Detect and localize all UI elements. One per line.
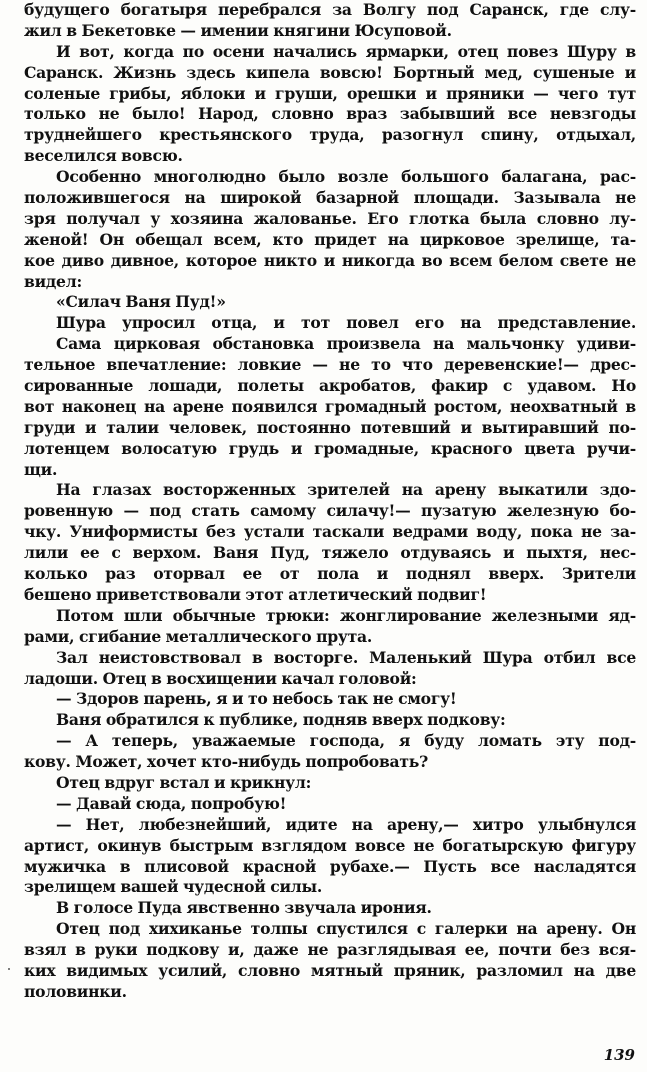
text-line: — Давай сюда, попробую! xyxy=(56,793,287,813)
text-line: вот наконец на арене появился громадный ростом, неохватный в xyxy=(24,396,636,416)
text-line: зрелищем вашей чудесной силы. xyxy=(24,877,323,897)
text-line: половинки. xyxy=(24,981,127,1001)
text-line: Зал неистовствовал в восторге. Маленький Шура отбил все xyxy=(56,647,636,667)
text-line: «Силач Ваня Пуд!» xyxy=(56,292,226,312)
text-line: груди и талии человек, постоянно потевший и вытиравший по- xyxy=(24,417,636,437)
text-line: жил в Бекетовке — имении княгини Юсуповой. xyxy=(24,20,452,40)
text-line: лили ее с верхом. Ваня Пуд, тяжело отдуваясь и пыхтя, нес- xyxy=(24,543,636,563)
page-number: 139 xyxy=(603,1046,635,1064)
page-text xyxy=(24,0,636,1003)
text-line: Отец вдруг встал и крикнул: xyxy=(56,772,312,792)
text-line: женой! Он обещал всем, кто придет на цирковое зрелище, та- xyxy=(24,229,636,249)
text-line: соленые грибы, яблоки и груши, орешки и пряники — чего тут xyxy=(24,83,636,103)
text-line: положившегося на широкой базарной площади. Зазывала не xyxy=(24,188,636,208)
text-line: — Нет, любезнейший, идите на арену,— хитро улыбнулся xyxy=(56,814,636,834)
text-line: — Здоров парень, я и то небось так не смогу! xyxy=(56,689,457,709)
text-line: кову. Может, хочет кто-нибудь попробовать? xyxy=(24,752,429,772)
text-line: Сама цирковая обстановка произвела на мальчонку удиви- xyxy=(56,334,636,354)
text-line: ладоши. Отец в восхищении качал головой: xyxy=(24,668,417,688)
text-line: чку. Униформисты без устали таскали ведрами воду, пока не за- xyxy=(24,522,636,542)
print-speck xyxy=(8,968,10,970)
text-line: В голосе Пуда явственно звучала ирония. xyxy=(56,898,432,918)
text-line: труднейшего крестьянского труда, разогнул спину, отдыхал, xyxy=(24,125,636,145)
text-line: щи. xyxy=(24,459,58,479)
text-line: И вот, когда по осени начались ярмарки, отец повез Шуру в xyxy=(56,41,636,61)
text-line: Особенно многолюдно было возле большого балагана, рас- xyxy=(56,167,636,187)
text-line: артист, окинув быстрым взглядом вовсе не богатырскую фигуру xyxy=(24,835,636,855)
text-line: Ваня обратился к публике, подняв вверх подкову: xyxy=(56,710,506,730)
text-line: мужичка в плисовой красной рубахе.— Пусть все насладятся xyxy=(24,856,636,876)
text-line: колько раз оторвал ее от пола и поднял вверх. Зрители xyxy=(24,564,636,584)
text-line: ких видимых усилий, словно мятный пряник, разломил на две xyxy=(24,960,636,980)
text-line: рами, сгибание металлического прута. xyxy=(24,626,373,646)
text-line: бешено приветствовали этот атлетический подвиг! xyxy=(24,584,487,604)
text-line: Саранск. Жизнь здесь кипела вовсю! Бортный мед, сушеные и xyxy=(24,62,636,82)
text-line: будущего богатыря перебрался за Волгу под Саранск, где слу- xyxy=(24,0,636,19)
text-line: тельное впечатление: ловкие — не то что деревенские!— дрес- xyxy=(24,355,636,375)
text-line: кое диво дивное, которое никто и никогда во всем белом свете не xyxy=(24,250,636,270)
text-line: ровенную — под стать самому силачу!— пузатую железную бо- xyxy=(24,501,636,521)
text-line: только не было! Народ, словно враз забывший все невзгоды xyxy=(24,104,636,124)
text-line: взял в руки подкову и, даже не разглядывая ее, почти без вся- xyxy=(24,940,636,960)
text-line: сированные лошади, полеты акробатов, факир с удавом. Но xyxy=(24,376,636,396)
text-line: лотенцем волосатую грудь и громадные, красного цвета ручи- xyxy=(24,438,636,458)
text-line: зря получал у хозяина жалованье. Его глотка была словно лу- xyxy=(24,208,636,228)
text-line: На глазах восторженных зрителей на арену выкатили здо- xyxy=(56,480,636,500)
text-line: видел: xyxy=(24,271,82,291)
text-line: Шура упросил отца, и тот повел его на представление. xyxy=(56,313,636,333)
text-line: веселился вовсю. xyxy=(24,146,183,166)
text-line: — А теперь, уважаемые господа, я буду ломать эту под- xyxy=(56,731,636,751)
text-line: Потом шли обычные трюки: жонглирование железными яд- xyxy=(56,605,636,625)
text-line: Отец под хихиканье толпы спустился с галерки на арену. Он xyxy=(56,919,636,939)
